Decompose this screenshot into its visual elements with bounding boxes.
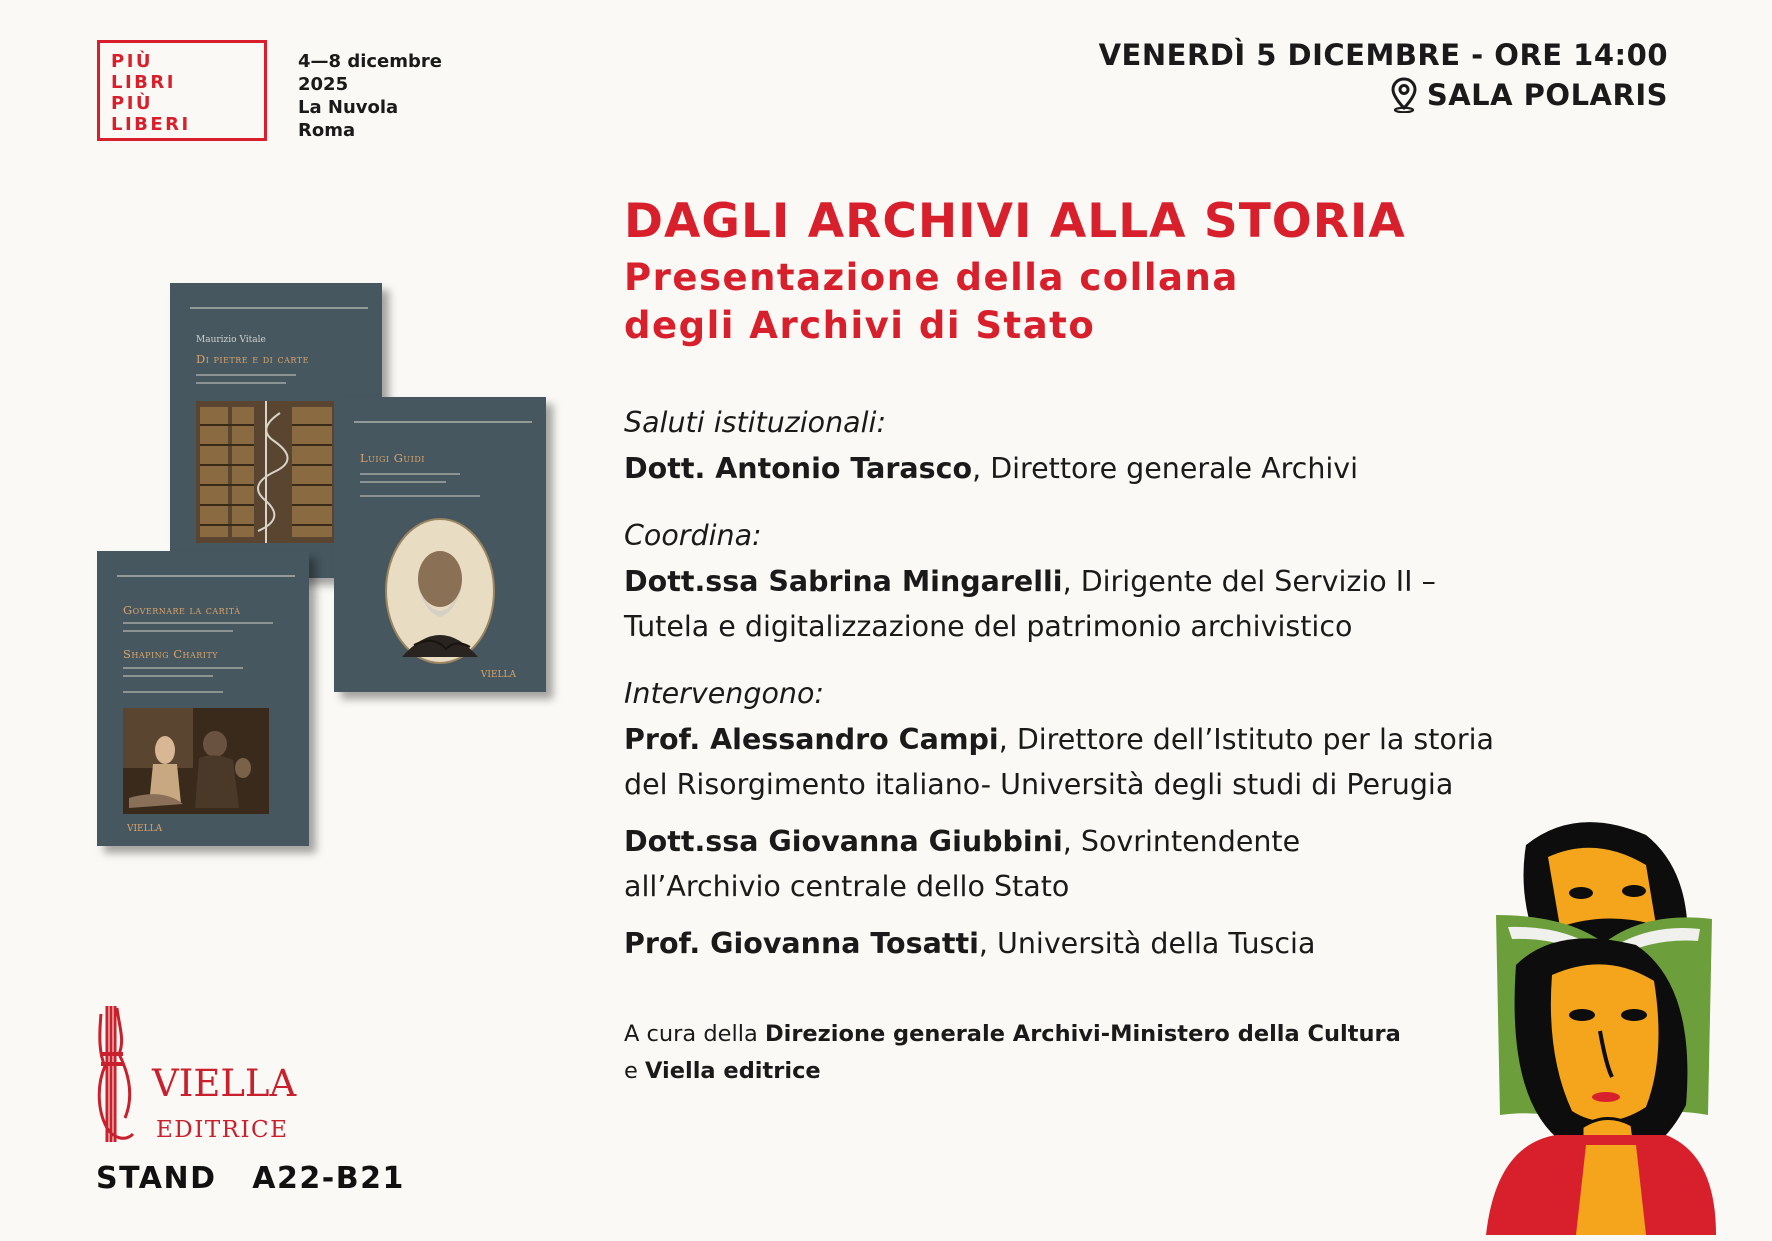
logo-line: PIÙ <box>111 51 154 72</box>
credits-prefix: e <box>624 1058 645 1084</box>
speaker-name: Dott.ssa Sabrina Mingarelli <box>624 565 1063 598</box>
archive-shelves-image <box>196 401 336 543</box>
stand-label: STAND A22-B21 <box>96 1161 405 1196</box>
speaker-entry <box>624 819 1524 864</box>
speaker-name: Prof. Alessandro Campi <box>624 723 999 756</box>
event-datetime: VENERDÌ 5 DICEMBRE - ORE 14:00 <box>1098 38 1668 72</box>
book-title: Di pietre e di carte <box>196 352 309 366</box>
subtitle <box>624 254 1239 350</box>
painting-image <box>123 708 269 814</box>
speaker-role: , Direttore generale Archivi <box>972 452 1359 485</box>
logo-line: LIBERI <box>111 114 191 135</box>
book-title: Luigi Guidi <box>360 451 425 465</box>
speaker-name: Prof. Giovanna Tosatti <box>624 927 979 960</box>
book-cover-guidi: Luigi Guidi VIELLA <box>334 397 546 692</box>
credits <box>624 1016 1401 1090</box>
speaker-role-line2: all’Archivio centrale dello Stato <box>624 870 1070 903</box>
speaker-entry <box>624 921 1524 966</box>
greetings-label: Saluti istituzionali <box>624 406 877 439</box>
speaker-role-line2: del Risorgimento italiano- Università degli studi di Perugia <box>624 768 1454 801</box>
speaker-entry <box>624 559 1524 604</box>
fair-logo <box>97 40 267 141</box>
subtitle-line: degli Archivi di Stato <box>624 304 1096 347</box>
location-pin-icon <box>1391 77 1417 113</box>
coordination-heading: Coordina: <box>624 519 762 552</box>
readers-illustration <box>1486 815 1716 1235</box>
book-author: Maurizio Vitale <box>196 335 266 345</box>
program <box>624 400 1524 966</box>
book-publisher: VIELLA <box>127 824 163 834</box>
speaker-entry <box>624 717 1524 762</box>
speakers-label: Intervengono <box>624 677 815 710</box>
speakers-heading: Intervengono: <box>624 677 824 710</box>
fair-city: Roma <box>298 120 356 141</box>
event-room <box>1391 77 1668 113</box>
room-label: SALA POLARIS <box>1426 78 1668 112</box>
fair-venue: La Nuvola <box>298 97 399 118</box>
book-cover-carita <box>97 551 309 846</box>
logo-line: LIBRI <box>111 72 176 93</box>
speaker-name: Dott.ssa Giovanna Giubbini <box>624 825 1063 858</box>
book-title-en: Shaping Charity <box>123 647 219 661</box>
publisher-sub: EDITRICE <box>156 1117 289 1143</box>
portrait-image <box>384 517 496 665</box>
credits-org: Direzione generale Archivi-Ministero della Cultura <box>764 1021 1401 1047</box>
greetings-heading: Saluti istituzionali: <box>624 406 887 439</box>
subtitle-line: Presentazione della collana <box>624 256 1239 299</box>
speaker-role: , Università della Tuscia <box>978 927 1316 960</box>
speaker-name: Dott. Antonio Tarasco <box>624 452 973 485</box>
speaker-role: , Sovrintendente <box>1062 825 1301 858</box>
speaker-entry <box>624 446 1524 491</box>
main-title: DAGLI ARCHIVI ALLA STORIA <box>624 194 1406 249</box>
credits-line <box>624 1016 1401 1053</box>
publisher-name: VIELLA <box>152 1062 297 1105</box>
speaker-role: , Dirigente del Servizio II – <box>1062 565 1436 598</box>
credits-org: Viella editrice <box>645 1058 821 1084</box>
speaker-role-line2: Tutela e digitalizzazione del patrimonio archivistico <box>624 610 1353 643</box>
coordination-label: Coordina <box>624 519 753 552</box>
logo-line: PIÙ <box>111 93 154 114</box>
fair-dates: 4—8 dicembre <box>298 51 442 72</box>
speaker-role: , Direttore dell’Istituto per la storia <box>998 723 1494 756</box>
credits-line <box>624 1053 1401 1090</box>
credits-prefix: A cura della <box>624 1021 765 1047</box>
fair-year: 2025 <box>298 74 349 95</box>
book-title: Governare la carità <box>123 603 241 617</box>
fair-info <box>298 50 442 142</box>
